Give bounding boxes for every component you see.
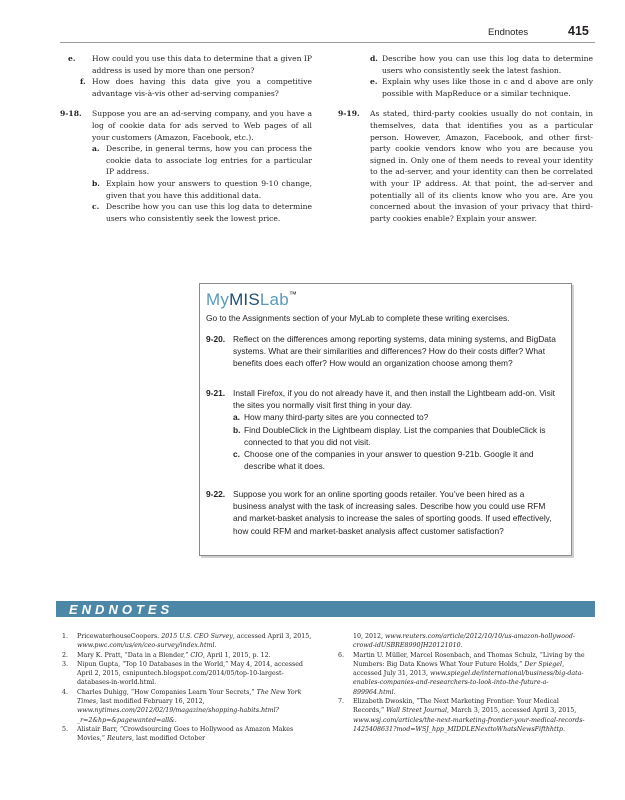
exercise-9-21: 9-21. Install Firefox, if you do not already have it, and then install the Lightbeam add-on. Visit the sites you normally visit first thing in your day. a. How many third-party sites are you connected to? b. Find DoubleClick in the Lightbeam display. List the companies that DoubleClick is connected to that you did not visit. c. Choose one of the companies in your answer to question 9-21b. Google it and describe what it does. — [206, 387, 558, 472]
exercise-item: c. Choose one of the companies in your answer to question 9-21b. Google it and describe what it does. — [233, 449, 534, 472]
exercise-item: a. How many third-party sites are you connected to? — [233, 412, 429, 423]
question-item: e. How could you use this data to determine that a given IP address is used by more than one person? — [68, 54, 312, 75]
question-item: b. Explain how your answers to question 9-10 change, given that you have this additional data. — [92, 178, 312, 200]
page-number: 415 — [568, 24, 589, 38]
endnote: 3. Nipun Gupta, “Top 10 Databases in the World,” May 4, 2014, accessed April 2, 2015, csnipuntech.blogspot.com/2014/05/top-10-largest-databases-in-world.html. — [62, 660, 303, 687]
endnotes-left — [62, 632, 312, 744]
question-item: d. Describe how you can use this log data to determine users who consistently seek the latest fashion. — [370, 54, 593, 75]
assignment-intro: Go to the Assignments section of your MyLab to complete these writing exercises. — [206, 313, 510, 323]
endnote: 2. Mary K. Pratt, “Data in a Blender,” CIO, April 1, 2015, p. 12. — [62, 651, 271, 659]
header-rule — [60, 42, 595, 43]
endnote: 7. Elizabeth Dwoskin, “The Next Marketing Frontier: Your Medical Records,” Wall Street Journal, March 3, 2015, accessed April 3, 2015, www.wsj.com/articles/the-next-marketing-frontier-your-medical-records-1425408631?mod=WSJ_hpp_MIDDLENexttoWhatsNewsFifthhttp. — [338, 698, 585, 733]
endnote: 5. Alistair Barr, “Crowdsourcing Goes to Hollywood as Amazon Makes Movies,” Reuters, last modified October — [62, 725, 294, 743]
question-9-18: 9-18. Suppose you are an ad-serving company, and you have a log of cookie data for ads served to Web pages of all your customers (Amazon, Facebook, etc.). a. Describe, in general terms, how you can process the cookie data to associate log entries for a particular IP address. b. Explain how your answers to question 9-10 change, given that you have this additional data. c. Describe how you can use this log data to determine users who consistently seek the lowest price. — [60, 109, 312, 223]
endnotes-right — [338, 632, 590, 734]
endnote: 6. Martin U. Müller, Marcel Rosenbach, and Thomas Schulz, “Living by the Numbers: Big Data Knows What Your Future Holds,” Der Spiegel, accessed July 31, 2013, www.spiegel.de/international/business/big-data-enables-companies-and-researchers-to-look-into-the-future-a-899964.html. — [338, 651, 585, 696]
running-header: Endnotes — [488, 27, 529, 38]
question-9-19: 9-19. As stated, third-party cookies usually do not contain, in themselves, data that identifies you as a particular person. However, Amazon, Facebook, and other first-party cookie vendors know who you are because you signed in. Only one of them needs to reveal your identity to the ad-server, and your identity can then be correlated with your IP address. At that point, the ad-server and potentially all of its clients know who you are. Are you concerned about the invasion of your privacy that third-party cookies enable? Explain your answer. — [338, 109, 593, 223]
mymislab-box — [199, 283, 572, 556]
question-item: f. How does having this data give you a competitive advantage vis-à-vis other ad-serving companies? — [80, 77, 312, 98]
endnote: 1. PricewaterhouseCoopers. 2015 U.S. CEO Survey, accessed April 3, 2015, www.pwc.com/us/en/ceo-survey/index.html. — [62, 633, 312, 650]
endnotes-title: ENDNOTES — [69, 602, 174, 617]
left-column — [60, 53, 312, 224]
endnote: 10, 2012, www.reuters.com/article/2012/10/10/us-amazon-hollywood-crowd-idUSBRE8990JH20121010. — [353, 633, 576, 650]
mymislab-logo: MyMISLab™ — [206, 290, 298, 309]
exercise-9-22: 9-22. Suppose you work for an online sporting goods retailer. You’ve been hired as a business analyst with the task of increasing sales. Describe how you could use RFM and market-basket analysis to increase the sales of sporting goods. If used effectively, how could RFM and market-basket analysis affect customer satisfaction? — [206, 489, 552, 536]
exercise-item: b. Find DoubleClick in the Lightbeam display. List the companies that DoubleClick is connected to that you did not visit. — [233, 424, 546, 447]
question-item: e. Explain why uses like those in c and d above are only possible with MapReduce or a similar technique. — [370, 77, 593, 98]
right-column — [338, 53, 593, 224]
question-item: a. Describe, in general terms, how you can process the cookie data to associate log entries for a particular IP address. — [92, 144, 312, 177]
endnote: 4. Charles Duhigg, “How Companies Learn Your Secrets,” The New York Times, last modified February 16, 2012, www.nytimes.com/2012/02/19/magazine/shopping-habits.html?_r=2&hp=&pagewanted=all&. — [62, 688, 302, 724]
question-item: c. Describe how you can use this log data to determine users who consistently seek the lowest price. — [92, 202, 312, 223]
exercise-9-20: 9-20. Reflect on the differences among reporting systems, data mining systems, and BigData systems. What are their similarities and differences? How do their costs differ? What benefits does each offer? How would an organization choose among them? — [206, 334, 556, 369]
